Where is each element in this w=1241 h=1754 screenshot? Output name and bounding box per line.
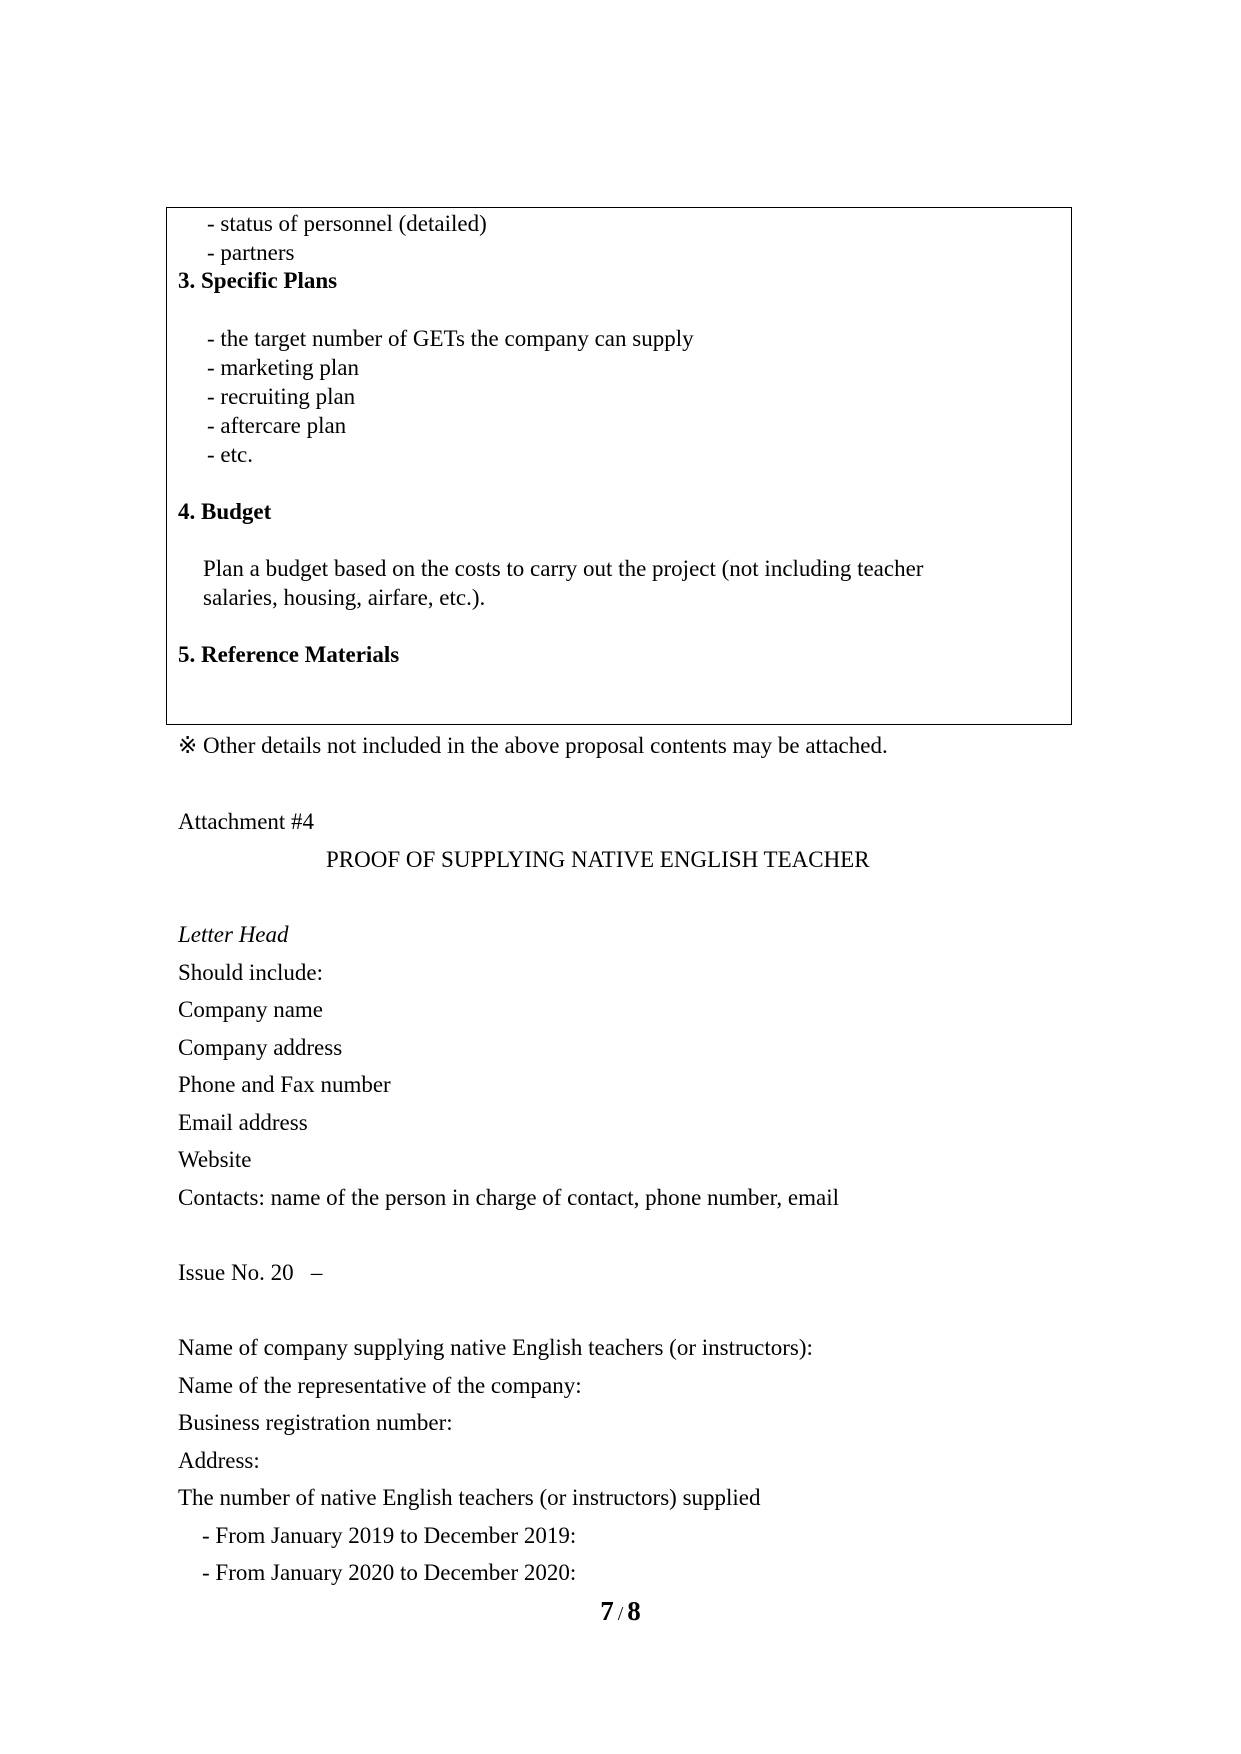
page-separator: / bbox=[617, 1603, 624, 1625]
field-company-name: Name of company supplying native English teachers (or instructors): bbox=[178, 1335, 813, 1360]
field-business-registration: Business registration number: bbox=[178, 1410, 453, 1435]
attachment-label: Attachment #4 bbox=[178, 809, 315, 834]
bullet-status-of-personnel: - status of personnel (detailed) bbox=[207, 211, 487, 236]
budget-text-line1: Plan a budget based on the costs to carry out the project (not including teacher bbox=[203, 556, 924, 581]
page-current: 7 bbox=[600, 1596, 614, 1626]
include-item: Company address bbox=[178, 1035, 343, 1060]
period-2020: - From January 2020 to December 2020: bbox=[202, 1560, 577, 1585]
bullet-partners: - partners bbox=[207, 240, 295, 265]
include-item: Email address bbox=[178, 1110, 308, 1135]
plan-item: - recruiting plan bbox=[207, 384, 356, 409]
page-number bbox=[0, 1598, 1241, 1625]
include-item: Website bbox=[178, 1147, 252, 1172]
plan-item: - the target number of GETs the company can supply bbox=[207, 326, 694, 351]
section-heading-specific-plans: 3. Specific Plans bbox=[178, 268, 338, 293]
issue-number: Issue No. 20 – bbox=[178, 1260, 323, 1285]
include-item: Phone and Fax number bbox=[178, 1072, 391, 1097]
should-include-label: Should include: bbox=[178, 960, 324, 985]
attachment-title: PROOF OF SUPPLYING NATIVE ENGLISH TEACHER bbox=[326, 847, 870, 872]
plan-item: - etc. bbox=[207, 442, 253, 467]
section-heading-budget: 4. Budget bbox=[178, 499, 272, 524]
plan-item: - aftercare plan bbox=[207, 413, 347, 438]
include-item: Contacts: name of the person in charge of contact, phone number, email bbox=[178, 1185, 839, 1210]
field-number-supplied: The number of native English teachers (or instructors) supplied bbox=[178, 1485, 761, 1510]
include-item: Company name bbox=[178, 997, 323, 1022]
field-address: Address: bbox=[178, 1448, 260, 1473]
period-2019: - From January 2019 to December 2019: bbox=[202, 1523, 577, 1548]
note-other-details: ※ Other details not included in the above proposal contents may be attached. bbox=[178, 733, 888, 758]
budget-text-line2: salaries, housing, airfare, etc.). bbox=[203, 585, 486, 610]
plan-item: - marketing plan bbox=[207, 355, 360, 380]
page-total: 8 bbox=[627, 1596, 641, 1626]
field-representative: Name of the representative of the company: bbox=[178, 1373, 582, 1398]
letter-head-label: Letter Head bbox=[178, 922, 289, 947]
section-heading-reference-materials: 5. Reference Materials bbox=[178, 642, 400, 667]
